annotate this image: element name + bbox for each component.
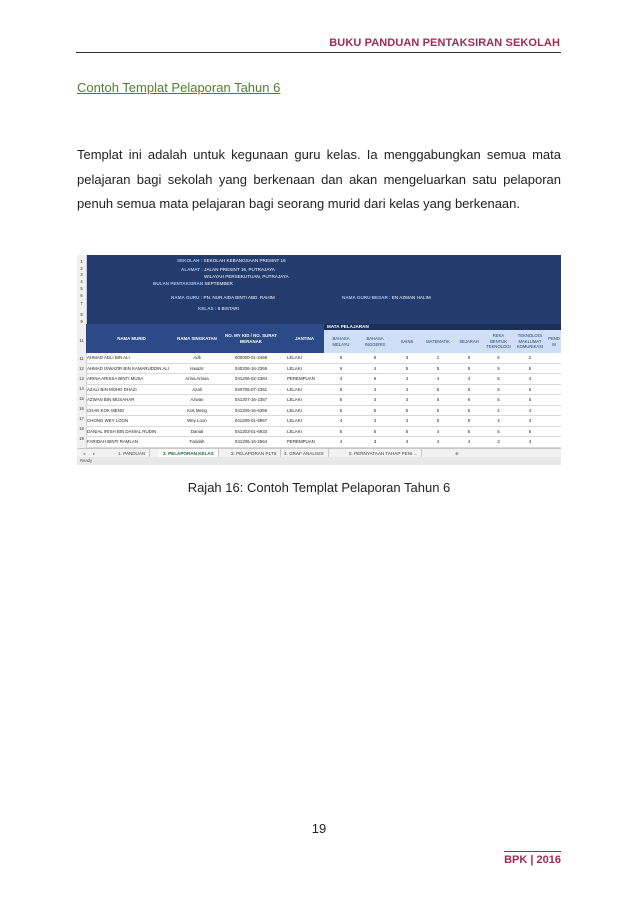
cell-score: 5 bbox=[339, 407, 343, 413]
subject-header: TEKNOLOGI MAKLUMAT KOMUNIKASI bbox=[513, 330, 548, 353]
cell-score: 5 bbox=[497, 428, 500, 434]
footer-label: BPK | 2016 bbox=[504, 854, 561, 866]
figure-caption: Rajah 16: Contoh Templat Pelaporan Tahun 6 bbox=[187, 480, 451, 495]
cell-score: 5 bbox=[528, 386, 532, 392]
col-jantina: JANTINA bbox=[285, 324, 325, 353]
cell-score: 5 bbox=[528, 365, 532, 371]
cell-score: 5 bbox=[436, 418, 440, 423]
cell-score: 6 bbox=[339, 365, 343, 371]
subject-header: PEND M bbox=[547, 330, 561, 353]
cell-score: 4 bbox=[528, 418, 532, 423]
cell-score: 6 bbox=[497, 355, 500, 360]
cell-score: 4 bbox=[373, 418, 377, 423]
cell-score: 4 bbox=[528, 439, 532, 444]
cell-score: 5 bbox=[436, 407, 440, 413]
col-no-mykid: NO. MY KID / NO. SURAT BERANAK bbox=[217, 324, 286, 353]
cell-score: 3 bbox=[373, 439, 377, 444]
cell-id: 041206-16-2564 bbox=[234, 439, 268, 444]
cell-name: AHMAD ISWAZIR BIN KAMARUDDIN ALI bbox=[87, 365, 170, 371]
cell-short: Iswazir bbox=[190, 365, 204, 371]
cell-score: 5 bbox=[436, 397, 440, 402]
student-row bbox=[86, 374, 561, 385]
row-number: 5 bbox=[80, 286, 83, 291]
cell-score: 4 bbox=[405, 439, 409, 444]
cell-id: 041209-01-5957 bbox=[234, 418, 268, 423]
row-number: 9 bbox=[80, 319, 83, 324]
cell-gender: LELAKI bbox=[287, 355, 302, 360]
cell-score: 4 bbox=[405, 397, 409, 402]
subject-header: BAHASA INGGERIS bbox=[358, 330, 393, 353]
cell-score: 5 bbox=[467, 365, 471, 371]
cell-score: 6 bbox=[528, 428, 532, 434]
subject-header: MATEMATIK bbox=[422, 330, 455, 353]
cell-gender: LELAKI bbox=[287, 407, 302, 413]
cell-id: 041207-16-2357 bbox=[234, 397, 268, 402]
row-number: 3 bbox=[80, 272, 83, 277]
alamat-label: ALAMAT : bbox=[181, 267, 203, 272]
student-row bbox=[86, 416, 561, 427]
cell-name: ARINA ARISSA BINTI MUSA bbox=[87, 376, 144, 381]
cell-id: 041206-02-2384 bbox=[234, 376, 268, 381]
row-number: 11 bbox=[79, 338, 84, 343]
cell-score: 4 bbox=[373, 386, 377, 392]
row-number: 13 bbox=[79, 376, 84, 381]
cell-gender: PEREMPUAN bbox=[287, 376, 315, 381]
guru-besar-label: NAMA GURU BESAR : bbox=[342, 295, 391, 300]
cell-score: 5 bbox=[339, 355, 343, 360]
cell-score: 4 bbox=[405, 386, 409, 392]
row-number: 18 bbox=[79, 426, 84, 431]
row-number: 8 bbox=[80, 312, 83, 317]
cell-score: 5 bbox=[497, 386, 500, 392]
sheet-tab[interactable]: 3. PELAPORAN P1T6 bbox=[227, 449, 281, 458]
cell-score: 3 bbox=[405, 355, 409, 360]
section-title: Contoh Templat Pelaporan Tahun 6 bbox=[77, 80, 281, 95]
cell-score: 4 bbox=[528, 407, 532, 413]
cell-short: Adli bbox=[193, 355, 201, 360]
cell-score: 5 bbox=[339, 386, 343, 392]
cell-score: 5 bbox=[497, 397, 500, 402]
row-number: 15 bbox=[79, 396, 84, 401]
row-number: 6 bbox=[80, 293, 83, 298]
cell-id: 000000-01-2468 bbox=[234, 355, 268, 360]
guru-besar-value: EN AZMAN HALIM bbox=[391, 295, 431, 300]
cell-score: 4 bbox=[405, 418, 409, 423]
cell-score: 4 bbox=[436, 376, 440, 381]
cell-score: 5 bbox=[373, 428, 377, 434]
cell-name: CHAN KOK MENG bbox=[87, 407, 125, 413]
cell-short: Azwan bbox=[190, 397, 204, 402]
cell-score: 5 bbox=[436, 386, 440, 392]
sekolah-value: SEKOLAH KEBANGSAAN PRESINT 16 bbox=[203, 258, 286, 263]
cell-score: 4 bbox=[373, 397, 377, 402]
header-rule bbox=[76, 52, 561, 53]
cell-score: 4 bbox=[339, 439, 343, 444]
cell-score: 4 bbox=[467, 376, 471, 381]
cell-id: 041209-16-6359 bbox=[234, 407, 268, 413]
alamat-value-2: WILAYAH PERSEKUTUAN, PUTRAJAYA bbox=[204, 274, 289, 279]
cell-score: 3 bbox=[497, 439, 500, 444]
cell-name: FARIDAH BINTI RAMLAN bbox=[87, 439, 138, 444]
student-row bbox=[86, 427, 561, 438]
cell-gender: LELAKI bbox=[287, 365, 302, 371]
cell-score: 5 bbox=[339, 397, 343, 402]
row-number: 11 bbox=[79, 356, 84, 361]
row-number: 12 bbox=[79, 366, 84, 371]
cell-short: Kok Meng bbox=[187, 407, 207, 413]
alamat-value-1: JALAN PRESINT 16, PUTRAJAYA bbox=[204, 267, 275, 272]
student-row bbox=[86, 364, 561, 375]
cell-short: Wey Loon bbox=[187, 418, 207, 423]
cell-gender: LELAKI bbox=[287, 428, 302, 434]
sheet-tab[interactable]: 1. PANDUAN bbox=[114, 449, 150, 458]
cell-name: DANIAL IRISH BIN DANIAL RUDIN bbox=[87, 428, 157, 434]
cell-name: AHMAD ADLI BIN ALI bbox=[87, 355, 130, 360]
subject-header: SEJARAH bbox=[454, 330, 485, 353]
cell-score: 4 bbox=[436, 428, 440, 434]
guru-label: NAMA GURU : bbox=[171, 295, 203, 300]
subject-header: SAINS bbox=[392, 330, 423, 353]
cell-score: 5 bbox=[528, 397, 532, 402]
student-row bbox=[86, 437, 561, 448]
student-row bbox=[86, 353, 561, 364]
cell-score: 4 bbox=[497, 407, 500, 413]
cell-score: 5 bbox=[497, 376, 500, 381]
row-number: 1 bbox=[80, 259, 83, 264]
sheet-tab[interactable]: 4. GRAF ANALISIS bbox=[280, 449, 329, 458]
row-number: 7 bbox=[80, 301, 83, 306]
mata-pelajaran-banner: MATA PELAJARAN bbox=[324, 324, 561, 330]
cell-short: Arina Arissa bbox=[185, 376, 209, 381]
cell-score: 5 bbox=[467, 407, 471, 413]
cell-short: Faridah bbox=[189, 439, 205, 444]
sekolah-label: SEKOLAH : bbox=[177, 258, 203, 263]
row-number: 19 bbox=[79, 436, 84, 441]
cell-score: 4 bbox=[339, 418, 343, 423]
cell-gender: PEREMPUAN bbox=[287, 439, 315, 444]
cell-score: 4 bbox=[467, 439, 471, 444]
cell-gender: LELAKI bbox=[287, 386, 302, 392]
cell-name: CHONG WEY LOON bbox=[87, 418, 129, 423]
cell-score: 4 bbox=[497, 418, 500, 423]
cell-score: 6 bbox=[467, 397, 471, 402]
sheet-tab[interactable]: 5. PERNYATAAN TAHAP PENI ... bbox=[345, 449, 422, 458]
cell-name: AZALI BIN MOHD DHAZI bbox=[87, 386, 137, 392]
cell-score: 1 bbox=[528, 355, 532, 360]
cell-short: Azali bbox=[192, 386, 202, 392]
cell-short: Danial bbox=[190, 428, 204, 434]
row-number: 17 bbox=[79, 416, 84, 421]
student-row bbox=[86, 385, 561, 396]
prev-sheet-icon[interactable]: ◂ bbox=[83, 451, 86, 456]
cell-id: 041203-01-6933 bbox=[234, 428, 268, 434]
subject-header: BAHASA MELAYU bbox=[324, 330, 359, 353]
student-row bbox=[86, 395, 561, 406]
subject-header: REKA BENTUK TEKNOLOGI bbox=[484, 330, 514, 353]
cell-score: 1 bbox=[436, 355, 440, 360]
cell-gender: LELAKI bbox=[287, 397, 302, 402]
guru-value: PN. NUR AIDA BINTI ABD. RAHIM bbox=[203, 295, 275, 300]
cell-score: 4 bbox=[528, 376, 532, 381]
report-header-band bbox=[77, 255, 561, 324]
spreadsheet-figure bbox=[77, 255, 561, 465]
kelas-label: KELAS : bbox=[198, 306, 217, 311]
body-paragraph: Templat ini adalah untuk kegunaan guru kelas. Ia menggabungkan semua mata pelajaran bagi sekolah yang berkenaan dan akan mengeluarkan satu pelaporan penuh semua mata pelajaran bagi seorang murid dari kelas yang berkenaan. bbox=[77, 147, 561, 211]
cell-score: 4 bbox=[405, 376, 409, 381]
cell-score: 5 bbox=[467, 428, 471, 434]
cell-gender: LELAKI bbox=[287, 418, 302, 423]
next-sheet-icon[interactable]: ▸ bbox=[93, 451, 96, 456]
add-sheet-icon[interactable]: ⊕ bbox=[455, 451, 459, 456]
cell-score: 6 bbox=[373, 355, 377, 360]
cell-score: 5 bbox=[405, 428, 409, 434]
cell-score: 5 bbox=[497, 365, 500, 371]
cell-score: 4 bbox=[339, 376, 343, 381]
student-row bbox=[86, 406, 561, 417]
status-text: Ready bbox=[80, 458, 93, 463]
row-number: 14 bbox=[79, 386, 84, 391]
row-number: 2 bbox=[80, 266, 83, 271]
cell-score: 5 bbox=[467, 418, 471, 423]
footer-rule bbox=[504, 851, 561, 852]
cell-score: 5 bbox=[467, 355, 471, 360]
status-bar bbox=[77, 457, 561, 465]
cell-score: 4 bbox=[436, 439, 440, 444]
cell-score: 5 bbox=[467, 386, 471, 392]
cell-id: 040706-07-2361 bbox=[234, 386, 268, 392]
cell-score: 5 bbox=[373, 407, 377, 413]
row-number: 4 bbox=[80, 279, 83, 284]
row-number: 16 bbox=[79, 406, 84, 411]
col-nama-singkatan: NAMA SINGKATAN bbox=[177, 324, 218, 353]
cell-score: 5 bbox=[405, 365, 409, 371]
kelas-value: 6 BISTARI bbox=[217, 306, 240, 311]
bulan-label: BULAN PENTAKSIRAN bbox=[153, 281, 204, 286]
col-nama-murid: NAMA MURID bbox=[86, 324, 178, 353]
cell-score: 5 bbox=[436, 365, 440, 371]
header-title: BUKU PANDUAN PENTAKSIRAN SEKOLAH bbox=[329, 37, 560, 49]
cell-score: 4 bbox=[373, 365, 377, 371]
cell-id: 040206-16-2365 bbox=[234, 365, 268, 371]
cell-score: 5 bbox=[405, 407, 409, 413]
sheet-tab-active[interactable]: 2. PELAPORAN KELAS bbox=[159, 449, 219, 459]
page-number: 19 bbox=[311, 821, 327, 836]
cell-score: 6 bbox=[373, 376, 377, 381]
bulan-value: SEPTEMBER bbox=[204, 281, 233, 286]
cell-name: AZWAN BIN MUSAHAR bbox=[87, 397, 135, 402]
cell-score: 5 bbox=[339, 428, 343, 434]
